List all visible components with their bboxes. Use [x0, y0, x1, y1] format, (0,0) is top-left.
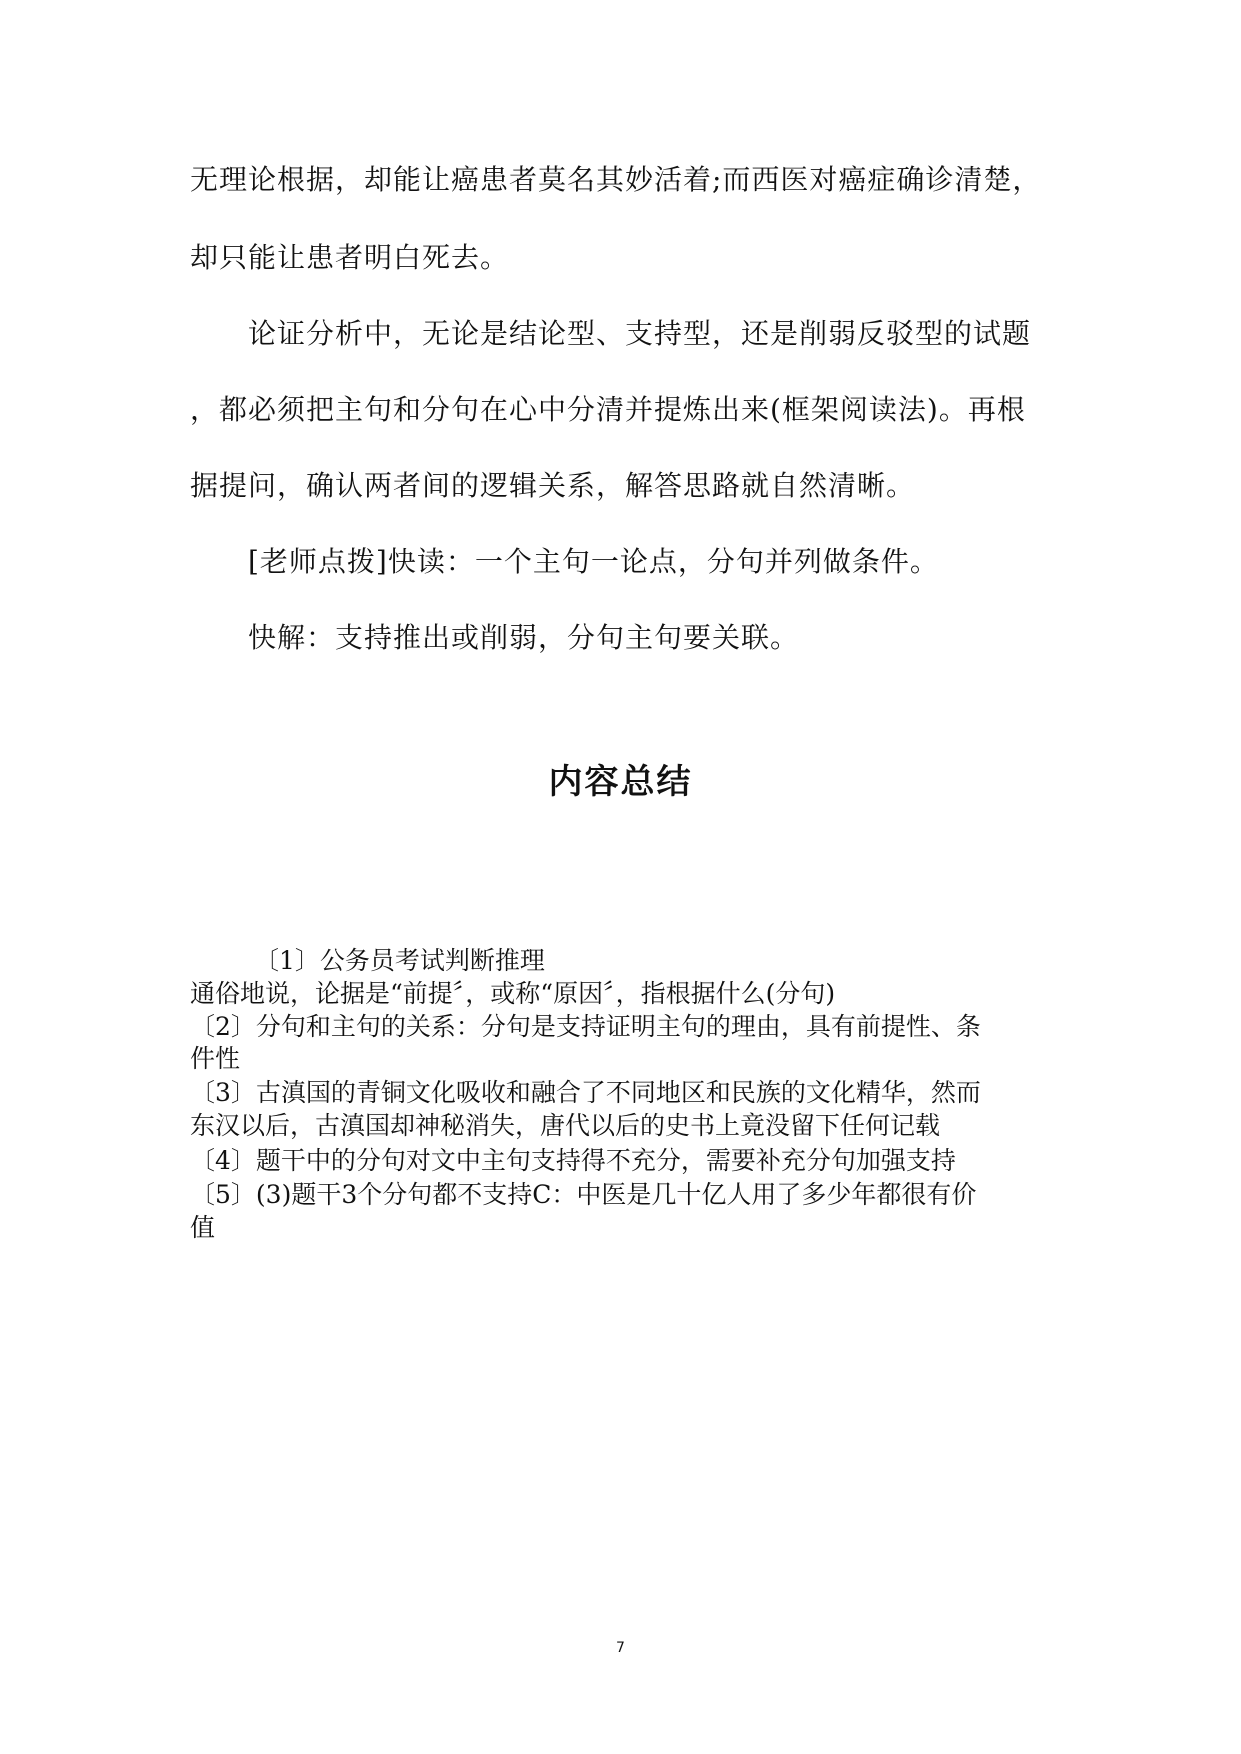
summary-item: 〔3〕古滇国的青铜文化吸收和融合了不同地区和民族的文化精华，然而 [190, 1078, 981, 1107]
summary-title: 内容总结 [548, 762, 693, 802]
summary-item: 〔2〕分句和主句的关系：分句是支持证明主句的理由，具有前提性、条 [190, 1012, 981, 1041]
summary-item: 〔4〕题干中的分句对文中主句支持得不充分，需要补充分句加强支持 [190, 1146, 956, 1175]
summary-item: 通俗地说，论据是“前提〞，或称“原因〞，指根据什么(分句) [190, 979, 836, 1008]
body-line: 论证分析中，无论是结论型、支持型，还是削弱反驳型的试题 [248, 317, 1032, 350]
summary-item: 〔5〕(3)题干3个分句都不支持C：中医是几十亿人用了多少年都很有价 [190, 1180, 977, 1209]
summary-item: 件性 [190, 1044, 241, 1073]
body-line: ，都必须把主句和分句在心中分清并提炼出来(框架阅读法)。再根 [190, 393, 1026, 426]
body-line: 却只能让患者明白死去。 [190, 241, 510, 274]
body-line: 无理论根据，却能让癌患者莫名其妙活着;而西医对癌症确诊清楚， [190, 163, 1042, 196]
quick-solution-line: 快解：支持推出或削弱，分句主句要关联。 [248, 621, 800, 654]
summary-item: 〔1〕公务员考试判断推理 [254, 946, 545, 975]
page-number: 7 [616, 1640, 625, 1656]
summary-item: 值 [190, 1213, 216, 1242]
teacher-tip-line: [老师点拨]快读：一个主句一论点，分句并列做条件。 [248, 545, 939, 578]
summary-item: 东汉以后，古滇国却神秘消失，唐代以后的史书上竟没留下任何记载 [190, 1111, 941, 1140]
body-line: 据提问，确认两者间的逻辑关系，解答思路就自然清晰。 [190, 469, 916, 502]
